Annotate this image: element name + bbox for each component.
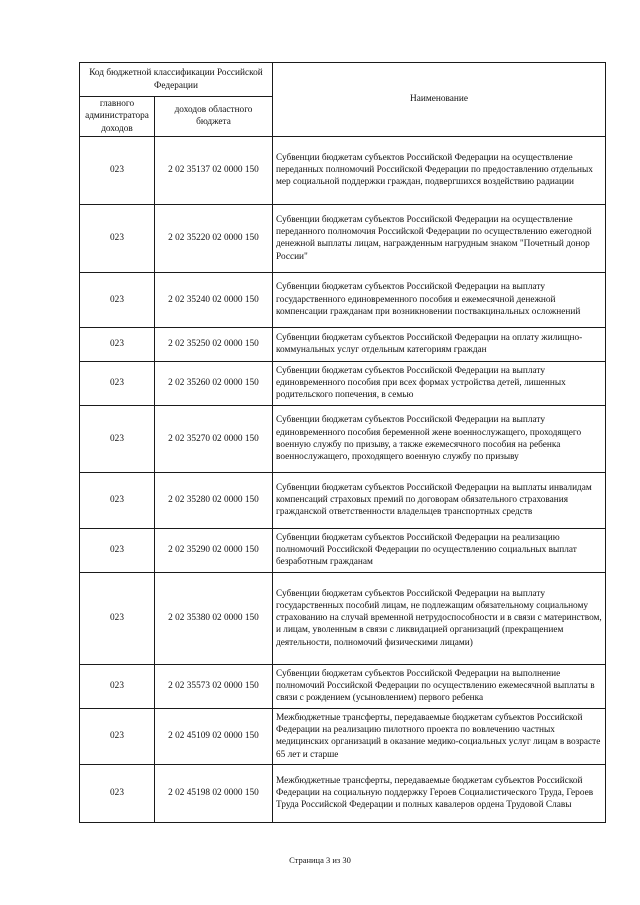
table-row [80,204,606,272]
income-name: Субвенции бюджетам субъектов Российской Федерации на реализацию полномочий Российской Федерации по осуществлению социальных выплат безработным гражданам [273,528,606,572]
admin-code: 023 [80,204,155,272]
income-name: Субвенции бюджетам субъектов Российской Федерации на выплату государственных пособий лицам, не подлежащим обязательному социальному страхованию на случай временной нетрудоспособности и в связи с материнством, и лицам, уволенным в связи с ликвидацией организаций (прекращением деятельности, полномочий физическими лицами) [273,572,606,664]
budget-classification-table [79,62,606,823]
admin-code: 023 [80,361,155,405]
admin-code: 023 [80,708,155,764]
income-code: 2 02 35290 02 0000 150 [155,528,273,572]
table-row [80,708,606,764]
admin-code: 023 [80,327,155,361]
table-row [80,528,606,572]
admin-code: 023 [80,472,155,528]
admin-code: 023 [80,528,155,572]
income-code: 2 02 45198 02 0000 150 [155,764,273,822]
table-row [80,361,606,405]
income-code: 2 02 35240 02 0000 150 [155,272,273,327]
income-name: Субвенции бюджетам субъектов Российской Федерации на выплаты инвалидам компенсаций страховых премий по договорам обязательного страхования гражданской ответственности владельцев транспортных средств [273,472,606,528]
header-admin: главного администратора доходов [80,97,155,137]
income-name: Межбюджетные трансферты, передаваемые бюджетам субъектов Российской Федерации на реализацию пилотного проекта по вовлечению частных медицинских организаций в оказание медико-социальных услуг лицам в возрасте 65 лет и старше [273,708,606,764]
income-code: 2 02 35280 02 0000 150 [155,472,273,528]
header-income: доходов областного бюджета [155,97,273,137]
table-row [80,764,606,822]
admin-code: 023 [80,272,155,327]
table-row [80,272,606,327]
table-row [80,664,606,708]
income-code: 2 02 35220 02 0000 150 [155,204,273,272]
income-name: Субвенции бюджетам субъектов Российской Федерации на выплату государственного единовременного пособия и ежемесячной денежной компенсации гражданам при возникновении поствакцинальных осложнений [273,272,606,327]
income-code: 2 02 35250 02 0000 150 [155,327,273,361]
income-name: Субвенции бюджетам субъектов Российской Федерации на выплату единовременного пособия при всех формах устройства детей, лишенных родительского попечения, в семью [273,361,606,405]
page-number: Страница 3 из 30 [289,855,351,865]
table-row [80,327,606,361]
admin-code: 023 [80,664,155,708]
income-code: 2 02 35270 02 0000 150 [155,405,273,472]
income-code: 2 02 35573 02 0000 150 [155,664,273,708]
income-name: Субвенции бюджетам субъектов Российской Федерации на выплату единовременного пособия беременной жене военнослужащего, проходящего военную службу по призыву, а также ежемесячного пособия на ребенка военнослужащего, проходящего военную службу по призыву [273,405,606,472]
table-body [80,63,606,823]
income-name: Субвенции бюджетам субъектов Российской Федерации на осуществление переданного полномочия Российской Федерации по осуществлению ежегодной денежной выплаты лицам, награжденным нагрудным знаком "Почетный донор России" [273,204,606,272]
table-row [80,572,606,664]
income-name: Субвенции бюджетам субъектов Российской Федерации на оплату жилищно-коммунальных услуг отдельным категориям граждан [273,327,606,361]
admin-code: 023 [80,764,155,822]
table-row [80,472,606,528]
table-row [80,136,606,204]
header-row-group [80,63,606,97]
table-row [80,405,606,472]
income-name: Субвенции бюджетам субъектов Российской Федерации на выполнение полномочий Российской Федерации по осуществлению ежемесячной выплаты в связи с рождением (усыновлением) первого ребенка [273,664,606,708]
header-group-label: Код бюджетной классификации Российской Федерации [80,63,273,97]
income-name: Субвенции бюджетам субъектов Российской Федерации на осуществление переданных полномочий Российской Федерации по предоставлению отдельных мер социальной поддержки граждан, подвергшихся воздействию радиации [273,136,606,204]
income-code: 2 02 35260 02 0000 150 [155,361,273,405]
income-name: Межбюджетные трансферты, передаваемые бюджетам субъектов Российской Федерации на социальную поддержку Героев Социалистического Труда, Героев Труда Российской Федерации и полных кавалеров ордена Трудовой Славы [273,764,606,822]
admin-code: 023 [80,405,155,472]
header-name: Наименование [273,63,606,137]
admin-code: 023 [80,136,155,204]
income-code: 2 02 45109 02 0000 150 [155,708,273,764]
income-code: 2 02 35137 02 0000 150 [155,136,273,204]
admin-code: 023 [80,572,155,664]
income-code: 2 02 35380 02 0000 150 [155,572,273,664]
